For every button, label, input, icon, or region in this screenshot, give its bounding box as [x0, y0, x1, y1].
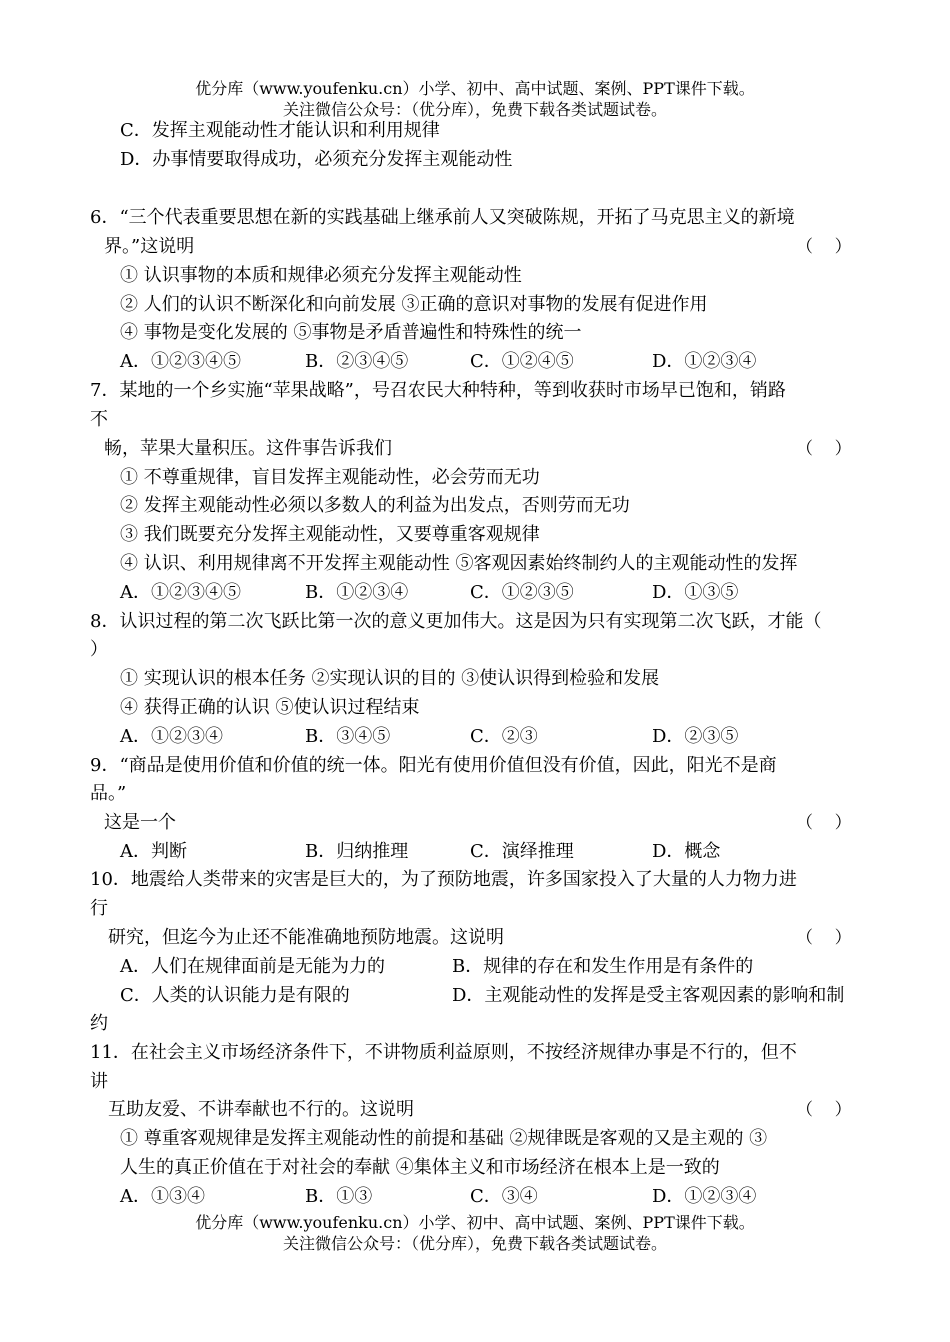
q10-option-d-wrap: 约	[90, 1013, 108, 1034]
q11-option-c: C．③④	[470, 1186, 538, 1207]
q10-option-b: B．规律的存在和发生作用是有条件的	[452, 956, 754, 977]
header-line-1: 优分库（www.youfenku.cn）小学、初中、高中试题、案例、PPT课件下载。	[195, 79, 755, 98]
q10-stem-line-2: 研究，但迄今为止还不能准确地预防地震。这说明	[108, 927, 504, 948]
q8-option-b: B．③④⑤	[305, 726, 391, 747]
q7-answer-bracket: （ ）	[796, 439, 852, 459]
q11-stem-wrap: 讲	[90, 1071, 108, 1092]
q6-option-b: B．②③④⑤	[305, 351, 409, 372]
q6-item-1: ① 认识事物的本质和规律必须充分发挥主观能动性	[120, 265, 522, 286]
q7-option-a: A．①②③④⑤	[120, 582, 241, 603]
q9-option-a: A．判断	[120, 841, 187, 862]
q10-option-d: D．主观能动性的发挥是受主客观因素的影响和制	[452, 985, 845, 1006]
q9-option-c: C．演绎推理	[470, 841, 574, 862]
q6-answer-bracket: （ ）	[796, 237, 852, 257]
q11-item-2: 人生的真正价值在于对社会的奉献 ④集体主义和市场经济在根本上是一致的	[120, 1157, 720, 1178]
q10-stem-wrap: 行	[90, 898, 108, 919]
q9-option-b: B．归纳推理	[305, 841, 409, 862]
q10-stem-line-1: 10．地震给人类带来的灾害是巨大的，为了预防地震，许多国家投入了大量的人力物力进	[90, 869, 797, 890]
q9-option-d: D．概念	[652, 841, 721, 862]
q9-stem-wrap: 品。”	[90, 783, 127, 804]
q6-option-d: D．①②③④	[652, 351, 757, 372]
q10-option-a: A．人们在规律面前是无能为力的	[120, 956, 385, 977]
q11-item-1: ① 尊重客观规律是发挥主观能动性的前提和基础 ②规律既是客观的又是主观的 ③	[120, 1128, 768, 1149]
q11-answer-bracket: （ ）	[796, 1100, 852, 1120]
q10-option-c: C．人类的认识能力是有限的	[120, 985, 350, 1006]
q11-stem-line-1: 11．在社会主义市场经济条件下，不讲物质利益原则，不按经济规律办事是不行的，但不	[90, 1042, 797, 1063]
q7-item-1: ① 不尊重规律，盲目发挥主观能动性，必会劳而无功	[120, 467, 540, 488]
q7-stem-line-1: 7．某地的一个乡实施“苹果战略”，号召农民大种特种，等到收获时市场早已饱和，销路	[90, 380, 786, 401]
q8-stem-wrap: ）	[90, 639, 108, 660]
q8-option-a: A．①②③④	[120, 726, 223, 747]
q9-answer-bracket: （ ）	[796, 813, 852, 833]
q11-option-d: D．①②③④	[652, 1186, 757, 1207]
q5-option-c: C．发挥主观能动性才能认识和利用规律	[120, 120, 440, 141]
q8-option-d: D．②③⑤	[652, 726, 739, 747]
q6-item-3: ④ 事物是变化发展的 ⑤事物是矛盾普遍性和特殊性的统一	[120, 322, 582, 343]
footer-line-2: 关注微信公众号：（优分库），免费下载各类试题试卷。	[282, 1234, 667, 1253]
q6-stem-line-2: 界。”这说明	[104, 236, 195, 257]
q6-stem-line-1: 6．“三个代表重要思想在新的实践基础上继承前人又突破陈规，开拓了马克思主义的新境	[90, 207, 795, 228]
q7-stem-line-2: 畅，苹果大量积压。这件事告诉我们	[104, 438, 392, 459]
q9-stem-line-2: 这是一个	[104, 812, 176, 833]
q8-option-c: C．②③	[470, 726, 538, 747]
q7-stem-wrap: 不	[90, 409, 108, 430]
q7-option-d: D．①③⑤	[652, 582, 739, 603]
q8-item-2: ④ 获得正确的认识 ⑤使认识过程结束	[120, 697, 420, 718]
q8-item-1: ① 实现认识的根本任务 ②实现认识的目的 ③使认识得到检验和发展	[120, 668, 660, 689]
q11-option-a: A．①③④	[120, 1186, 205, 1207]
q7-item-3: ③ 我们既要充分发挥主观能动性，又要尊重客观规律	[120, 524, 540, 545]
q9-stem-line-1: 9．“商品是使用价值和价值的统一体。阳光有使用价值但没有价值，因此，阳光不是商	[90, 755, 777, 776]
page-footer	[0, 1212, 950, 1254]
q6-item-2: ② 人们的认识不断深化和向前发展 ③正确的意识对事物的发展有促进作用	[120, 294, 708, 315]
q7-option-c: C．①②③⑤	[470, 582, 574, 603]
q7-item-2: ② 发挥主观能动性必须以多数人的利益为出发点，否则劳而无功	[120, 495, 630, 516]
q7-item-4: ④ 认识、利用规律离不开发挥主观能动性 ⑤客观因素始终制约人的主观能动性的发挥	[120, 553, 798, 574]
q5-option-d: D．办事情要取得成功，必须充分发挥主观能动性	[120, 149, 513, 170]
q11-stem-line-2: 互助友爱、不讲奉献也不行的。这说明	[108, 1099, 414, 1120]
q6-option-c: C．①②④⑤	[470, 351, 574, 372]
header-line-2: 关注微信公众号：（优分库），免费下载各类试题试卷。	[282, 100, 667, 119]
footer-line-1: 优分库（www.youfenku.cn）小学、初中、高中试题、案例、PPT课件下载。	[195, 1213, 755, 1232]
q6-option-a: A．①②③④⑤	[120, 351, 241, 372]
q8-stem-line-1: 8．认识过程的第二次飞跃比第一次的意义更加伟大。这是因为只有实现第二次飞跃，才能（	[90, 611, 822, 632]
q10-answer-bracket: （ ）	[796, 928, 852, 948]
q11-option-b: B．①③	[305, 1186, 373, 1207]
q7-option-b: B．①②③④	[305, 582, 409, 603]
page-header	[0, 78, 950, 120]
